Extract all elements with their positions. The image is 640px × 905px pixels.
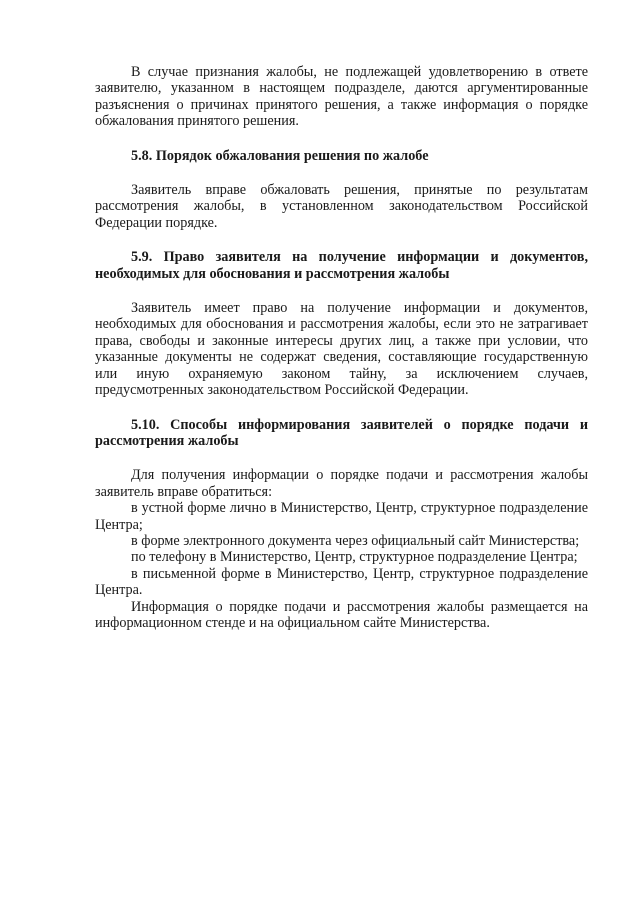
heading-5-9: 5.9. Право заявителя на получение информации и документов, необходимых для обоснования и рассмотрения жалобы [95, 249, 588, 282]
paragraph-information-methods: Для получения информации о порядке подачи и рассмотрения жалобы заявитель вправе обратиться: [95, 467, 588, 500]
document-body [95, 64, 588, 631]
list-item: по телефону в Министерство, Центр, структурное подразделение Центра; [131, 549, 578, 566]
list-item: в письменной форме в Министерство, Центр, структурное подразделение Центра. [95, 565, 588, 599]
paragraph-rejection-explanation: В случае признания жалобы, не подлежащей удовлетворению в ответе заявителю, указанном в настоящем подразделе, даются аргументированные разъяснения о причинах принятого решения, а также информация о порядке обжалования принятого решения. [95, 64, 588, 130]
list-item: в форме электронного документа через официальный сайт Министерства; [131, 532, 580, 549]
heading-5-10: 5.10. Способы информирования заявителей о порядке подачи и рассмотрения жалобы [95, 416, 588, 449]
paragraph-appeal-right: Заявитель вправе обжаловать решения, принятые по результатам рассмотрения жалобы, в установленном законодательством Российской Федерации порядке. [95, 182, 588, 231]
heading-5-8: 5.8. Порядок обжалования решения по жалобе [131, 147, 429, 164]
paragraph-information-right: Заявитель имеет право на получение информации и документов, необходимых для обоснования и рассмотрения жалобы, если это не затрагивает права, свободы и законные интересы других лиц, а также при условии, что указанные документы не содержат сведения, составляющие государственную или иную охраняемую законом тайну, за исключением случаев, предусмотренных законодательством Российской Федерации. [95, 300, 588, 399]
paragraph-information-placement: Информация о порядке подачи и рассмотрения жалобы размещается на информационном стенде и на официальном сайте Министерства. [95, 598, 588, 631]
list-item: в устной форме лично в Министерство, Центр, структурное подразделение Центра; [95, 500, 588, 533]
